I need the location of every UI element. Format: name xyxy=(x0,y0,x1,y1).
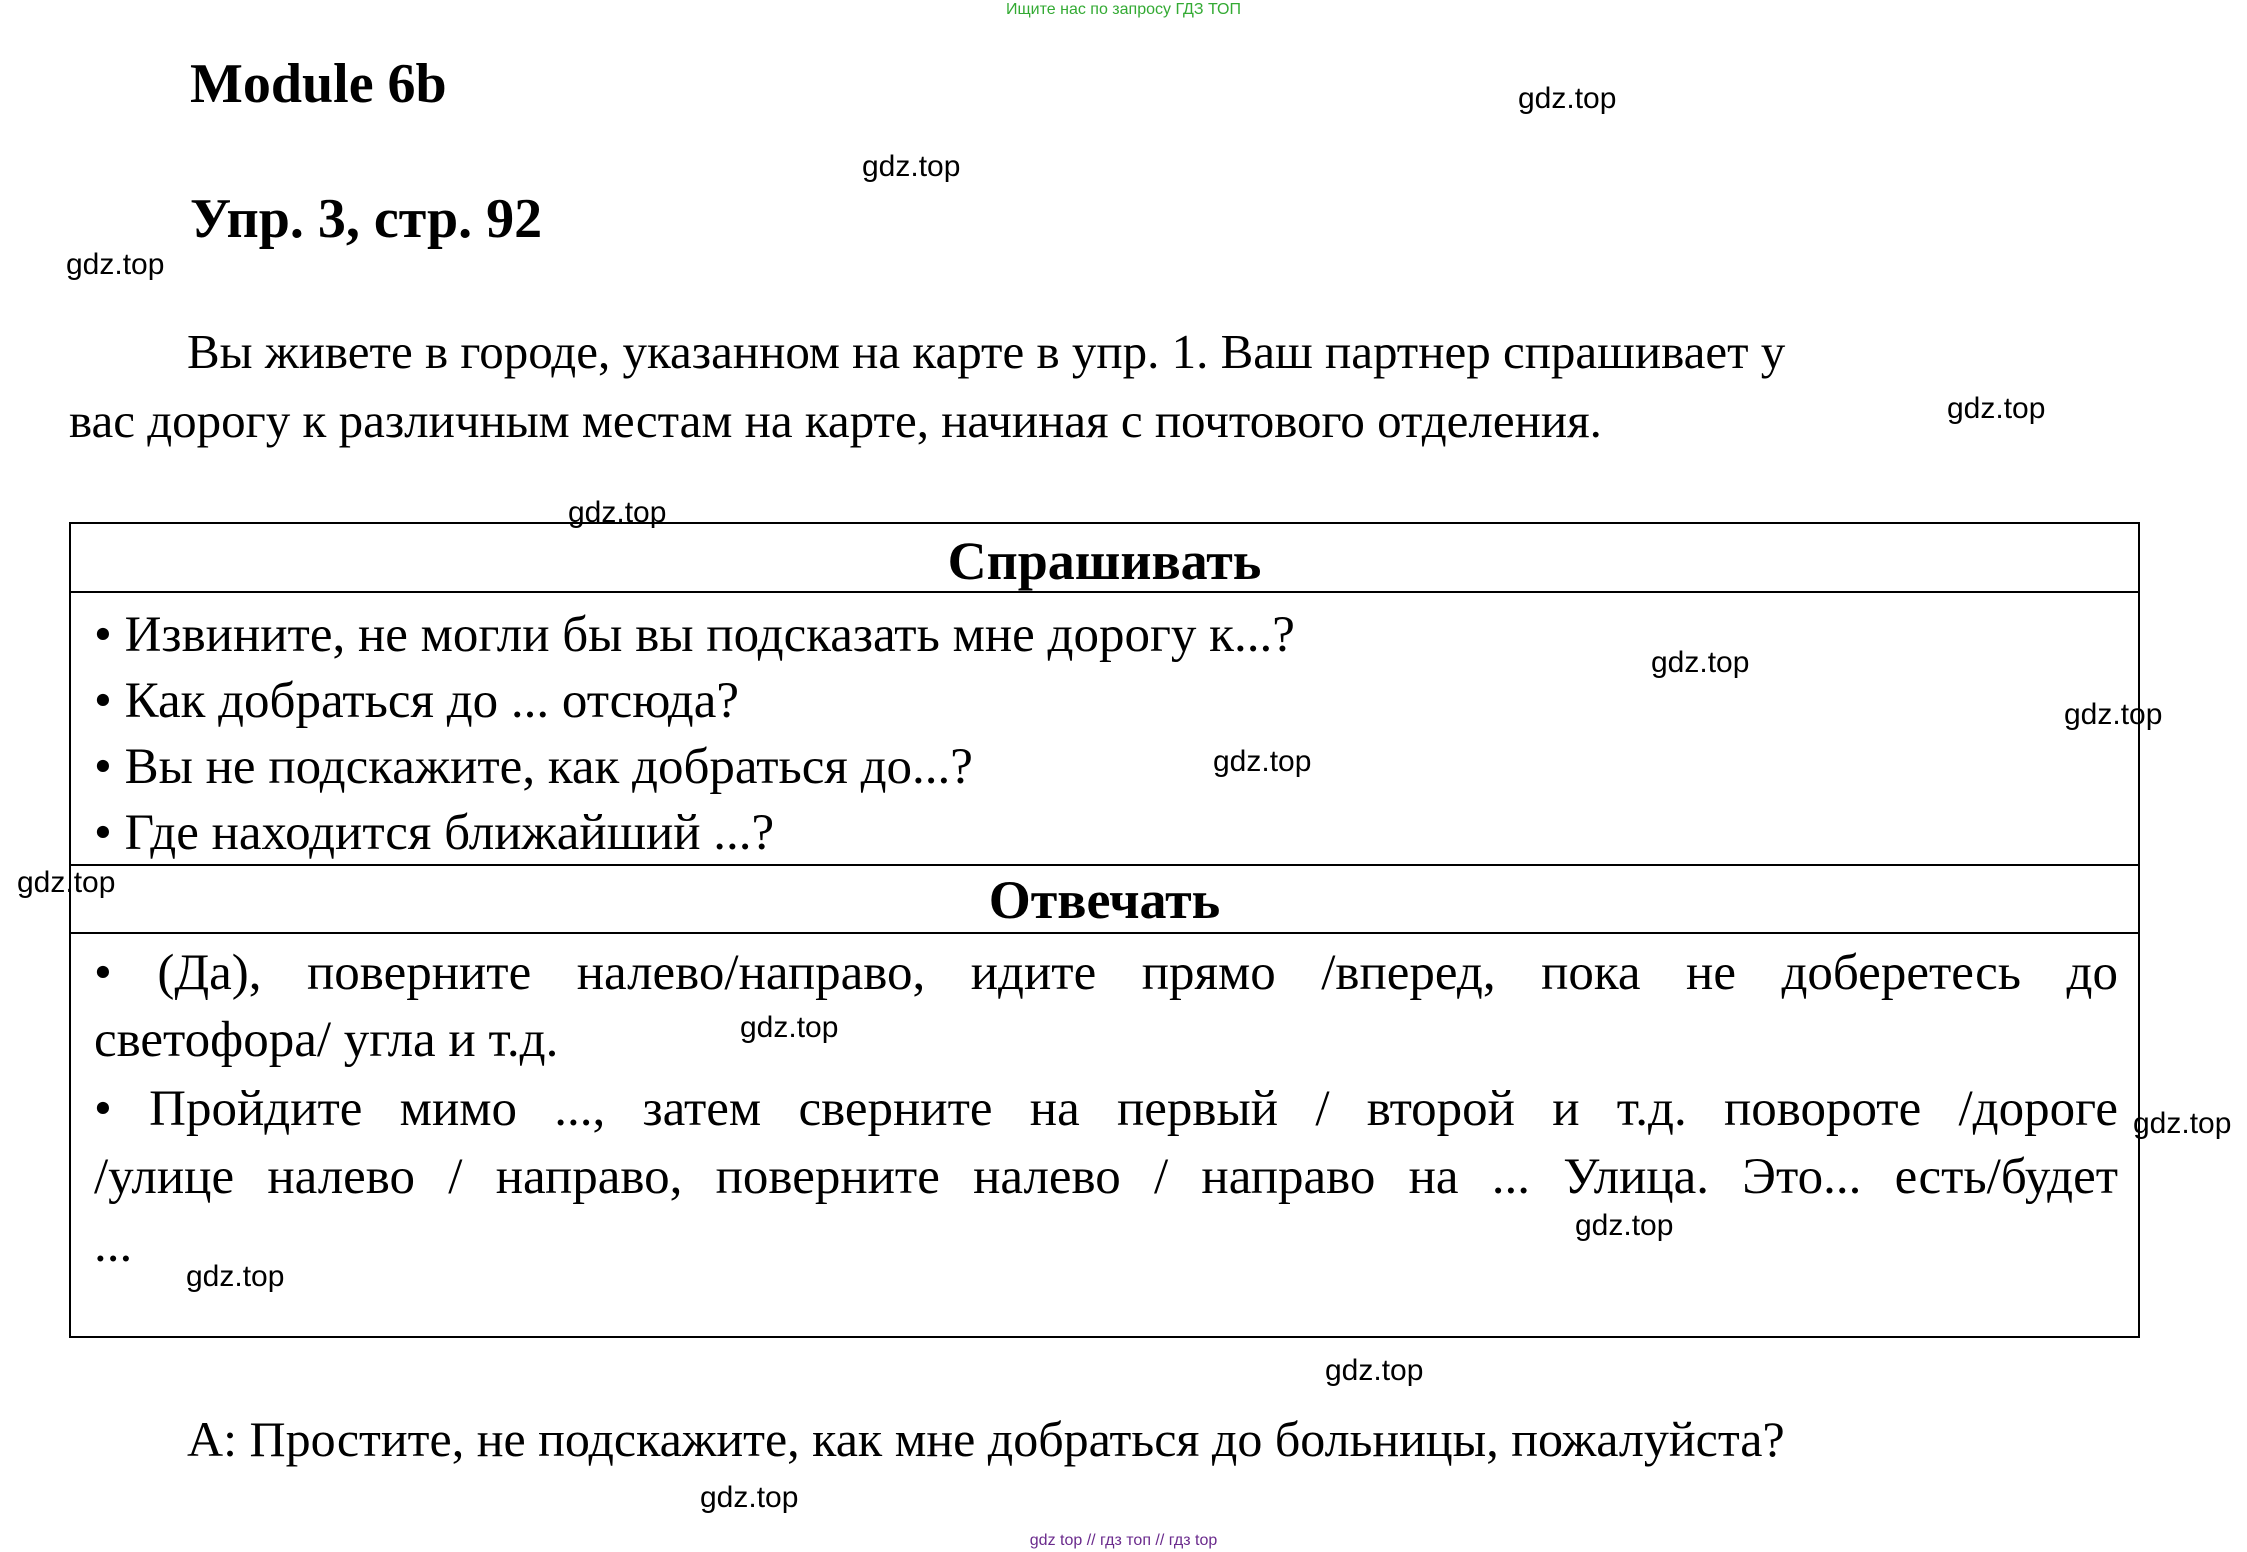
answer-header: Отвечать xyxy=(988,870,1221,930)
answer-line: ... xyxy=(94,1217,133,1273)
watermark: gdz.top xyxy=(740,1011,839,1044)
answer-line: • (Да), поверните налево/направо, идите прямо /вперед, пока не доберетесь до xyxy=(94,945,2118,1001)
watermark: gdz.top xyxy=(568,496,667,529)
table-divider xyxy=(71,864,2138,866)
watermark: gdz.top xyxy=(2133,1107,2232,1140)
watermark: gdz.top xyxy=(1947,392,2046,425)
watermark: gdz.top xyxy=(66,248,165,281)
watermark: gdz.top xyxy=(1575,1209,1674,1242)
exercise-title: Упр. 3, стр. 92 xyxy=(190,188,543,250)
ask-header: Спрашивать xyxy=(947,531,1262,591)
footer-links[interactable]: gdz top // гдз топ // гдз top xyxy=(1029,1532,1218,1549)
watermark: gdz.top xyxy=(1651,646,1750,679)
table-divider xyxy=(71,591,2138,593)
ask-item: • Где находится ближайший ...? xyxy=(94,805,775,861)
answer-line: • Пройдите мимо ..., затем сверните на первый / второй и т.д. повороте /дороге xyxy=(94,1081,2118,1137)
ask-item: • Вы не подскажите, как добраться до...? xyxy=(94,739,973,795)
ask-item: • Как добраться до ... отсюда? xyxy=(94,673,740,729)
watermark: gdz.top xyxy=(186,1260,285,1293)
intro-line-1: Вы живете в городе, указанном на карте в упр. 1. Ваш партнер спрашивает у xyxy=(187,324,1786,379)
watermark: gdz.top xyxy=(1518,82,1617,115)
watermark: gdz.top xyxy=(1325,1354,1424,1387)
watermark: gdz.top xyxy=(17,866,116,899)
phrase-table xyxy=(69,522,2140,1338)
dialogue-line: A: Простите, не подскажите, как мне добраться до больницы, пожалуйста? xyxy=(187,1411,1785,1467)
answer-line: /улице налево / направо, поверните налево / направо на ... Улица. Это... есть/будет xyxy=(94,1149,2118,1205)
watermark: gdz.top xyxy=(862,150,961,183)
watermark: gdz.top xyxy=(2064,698,2163,731)
top-banner[interactable]: Ищите нас по запросу ГДЗ ТОП xyxy=(1006,1,1241,18)
watermark: gdz.top xyxy=(1213,745,1312,778)
answer-line: светофора/ угла и т.д. xyxy=(94,1012,559,1068)
table-divider xyxy=(71,932,2138,934)
watermark: gdz.top xyxy=(700,1481,799,1514)
intro-line-2: вас дорогу к различным местам на карте, начиная с почтового отделения. xyxy=(69,393,1602,448)
ask-item: • Извините, не могли бы вы подсказать мне дорогу к...? xyxy=(94,607,1295,663)
module-title: Module 6b xyxy=(190,53,447,115)
